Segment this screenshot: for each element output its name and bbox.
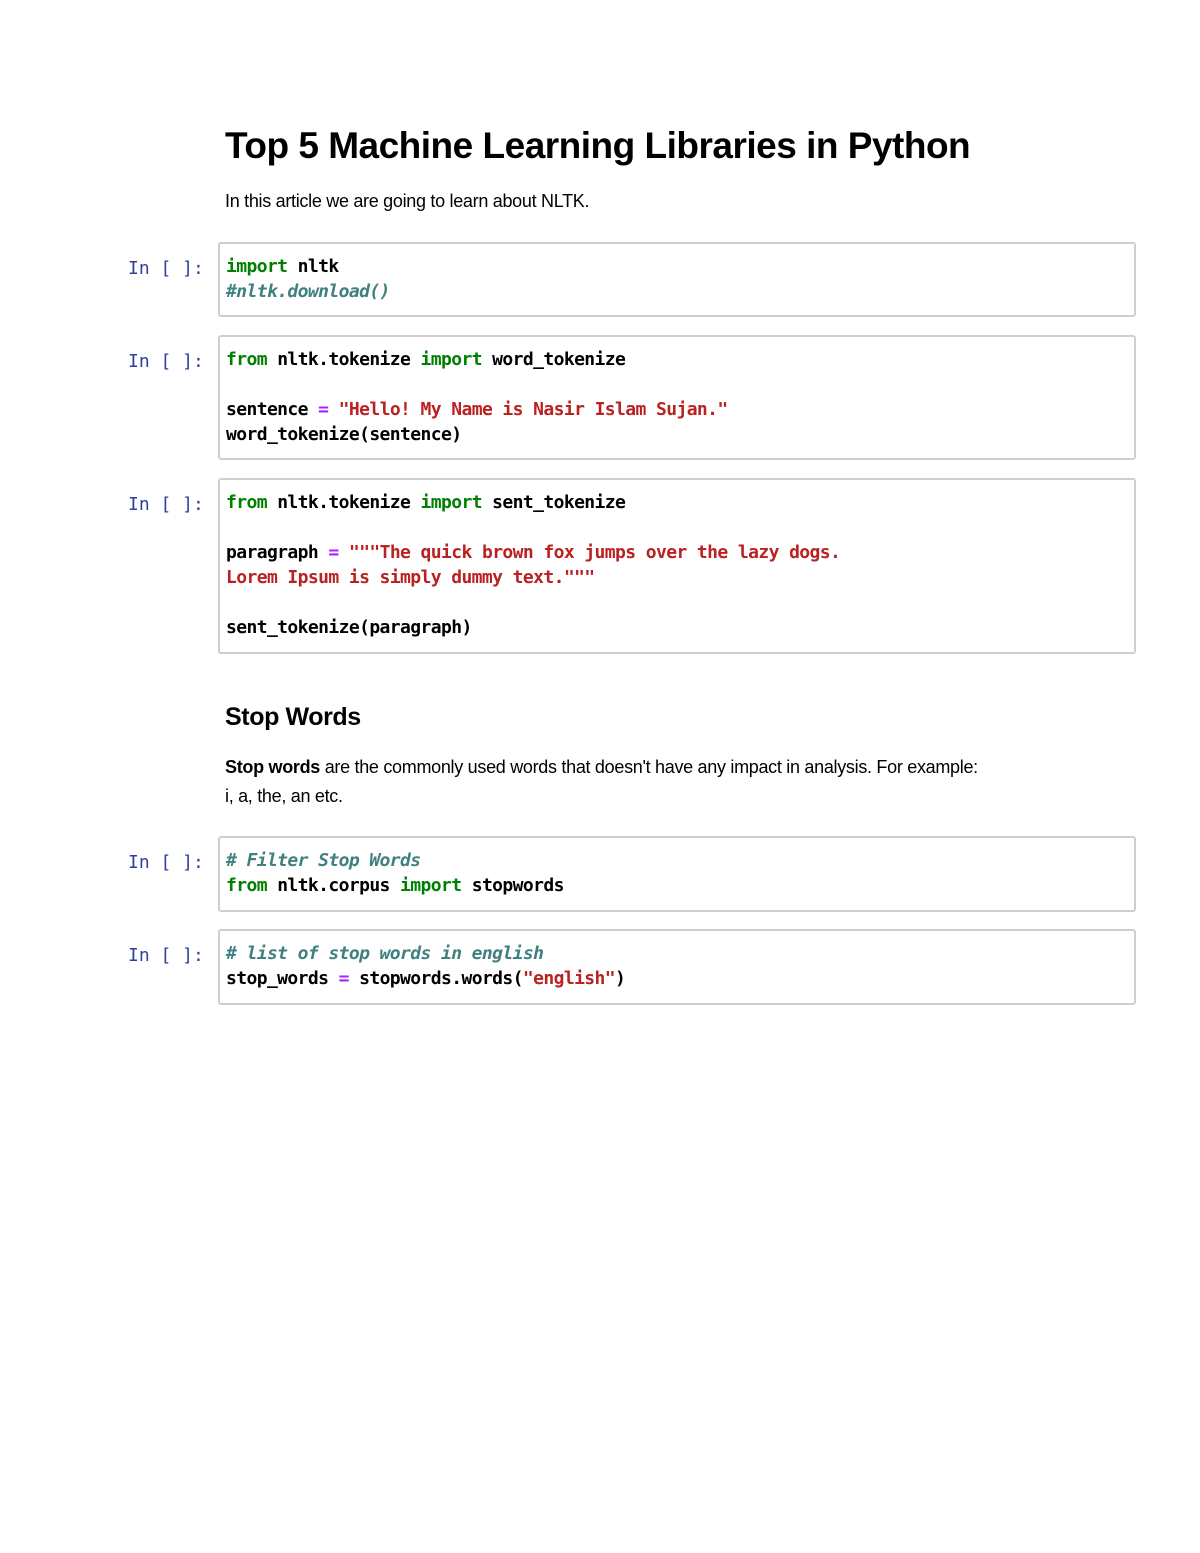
- code-line: [226, 873, 1134, 898]
- code-line: [226, 279, 1134, 304]
- code-token: stop_words: [226, 968, 339, 989]
- section-heading: Stop Words: [225, 703, 361, 731]
- cell-prompt: In [ ]:: [128, 852, 204, 873]
- code-token: ): [615, 968, 626, 989]
- page-title: Top 5 Machine Learning Libraries in Python: [225, 125, 971, 166]
- code-content[interactable]: [220, 244, 1134, 304]
- code-content[interactable]: [220, 337, 1134, 447]
- code-token: =: [318, 399, 329, 420]
- code-token: "english": [522, 968, 616, 989]
- code-token: nltk.corpus: [266, 875, 401, 896]
- code-token: =: [338, 968, 349, 989]
- code-token: # Filter Stop Words: [226, 850, 421, 871]
- code-editor[interactable]: [218, 929, 1136, 1005]
- code-token: """The quick brown fox jumps over the lazy dogs.: [348, 542, 841, 563]
- code-line: [226, 966, 1134, 991]
- code-token: #nltk.download(): [226, 281, 390, 302]
- code-line: [226, 347, 1134, 372]
- code-line: [226, 615, 1134, 640]
- cell-prompt: In [ ]:: [128, 351, 204, 372]
- code-line: [226, 422, 1134, 447]
- paragraph-examples: i, a, the, an etc.: [225, 786, 343, 806]
- code-token: nltk.tokenize: [266, 349, 421, 370]
- code-content[interactable]: [220, 480, 1134, 640]
- code-editor[interactable]: [218, 335, 1136, 460]
- code-token: stopwords.words(: [348, 968, 523, 989]
- bold-term: Stop words: [225, 757, 320, 777]
- code-line: [226, 515, 1134, 540]
- code-token: from: [226, 349, 267, 370]
- code-editor[interactable]: [218, 836, 1136, 912]
- code-content[interactable]: [220, 931, 1134, 991]
- code-token: =: [328, 542, 339, 563]
- code-token: word_tokenize(sentence): [226, 424, 462, 445]
- cell-prompt: In [ ]:: [128, 945, 204, 966]
- code-token: sent_tokenize(paragraph): [226, 617, 472, 638]
- code-line: [226, 941, 1134, 966]
- code-token: nltk: [287, 256, 339, 277]
- code-line: [226, 254, 1134, 279]
- code-token: Lorem Ipsum is simply dummy text.""": [226, 567, 595, 588]
- code-editor[interactable]: [218, 242, 1136, 317]
- code-token: import: [226, 256, 288, 277]
- code-token: stopwords: [461, 875, 564, 896]
- code-token: import: [420, 349, 482, 370]
- code-token: from: [226, 875, 267, 896]
- code-token: import: [400, 875, 462, 896]
- code-token: word_tokenize: [481, 349, 626, 370]
- code-line: [226, 397, 1134, 422]
- code-line: [226, 565, 1134, 590]
- code-content[interactable]: [220, 838, 1134, 898]
- code-editor[interactable]: [218, 478, 1136, 654]
- code-token: import: [420, 492, 482, 513]
- code-token: sentence: [226, 399, 319, 420]
- code-token: nltk.tokenize: [266, 492, 421, 513]
- cell-prompt: In [ ]:: [128, 258, 204, 279]
- code-line: [226, 540, 1134, 565]
- code-token: paragraph: [226, 542, 329, 563]
- intro-text: In this article we are going to learn about NLTK.: [225, 191, 590, 211]
- paragraph-text: are the commonly used words that doesn't have any impact in analysis. For example:: [320, 757, 978, 777]
- code-line: [226, 848, 1134, 873]
- section-paragraph: [225, 753, 1137, 811]
- cell-prompt: In [ ]:: [128, 494, 204, 515]
- code-token: sent_tokenize: [481, 492, 626, 513]
- code-token: [339, 542, 349, 563]
- code-token: [328, 399, 338, 420]
- code-line: [226, 490, 1134, 515]
- code-token: from: [226, 492, 267, 513]
- code-token: "Hello! My Name is Nasir Islam Sujan.": [338, 399, 728, 420]
- code-line: [226, 372, 1134, 397]
- code-token: # list of stop words in english: [226, 943, 544, 964]
- code-line: [226, 590, 1134, 615]
